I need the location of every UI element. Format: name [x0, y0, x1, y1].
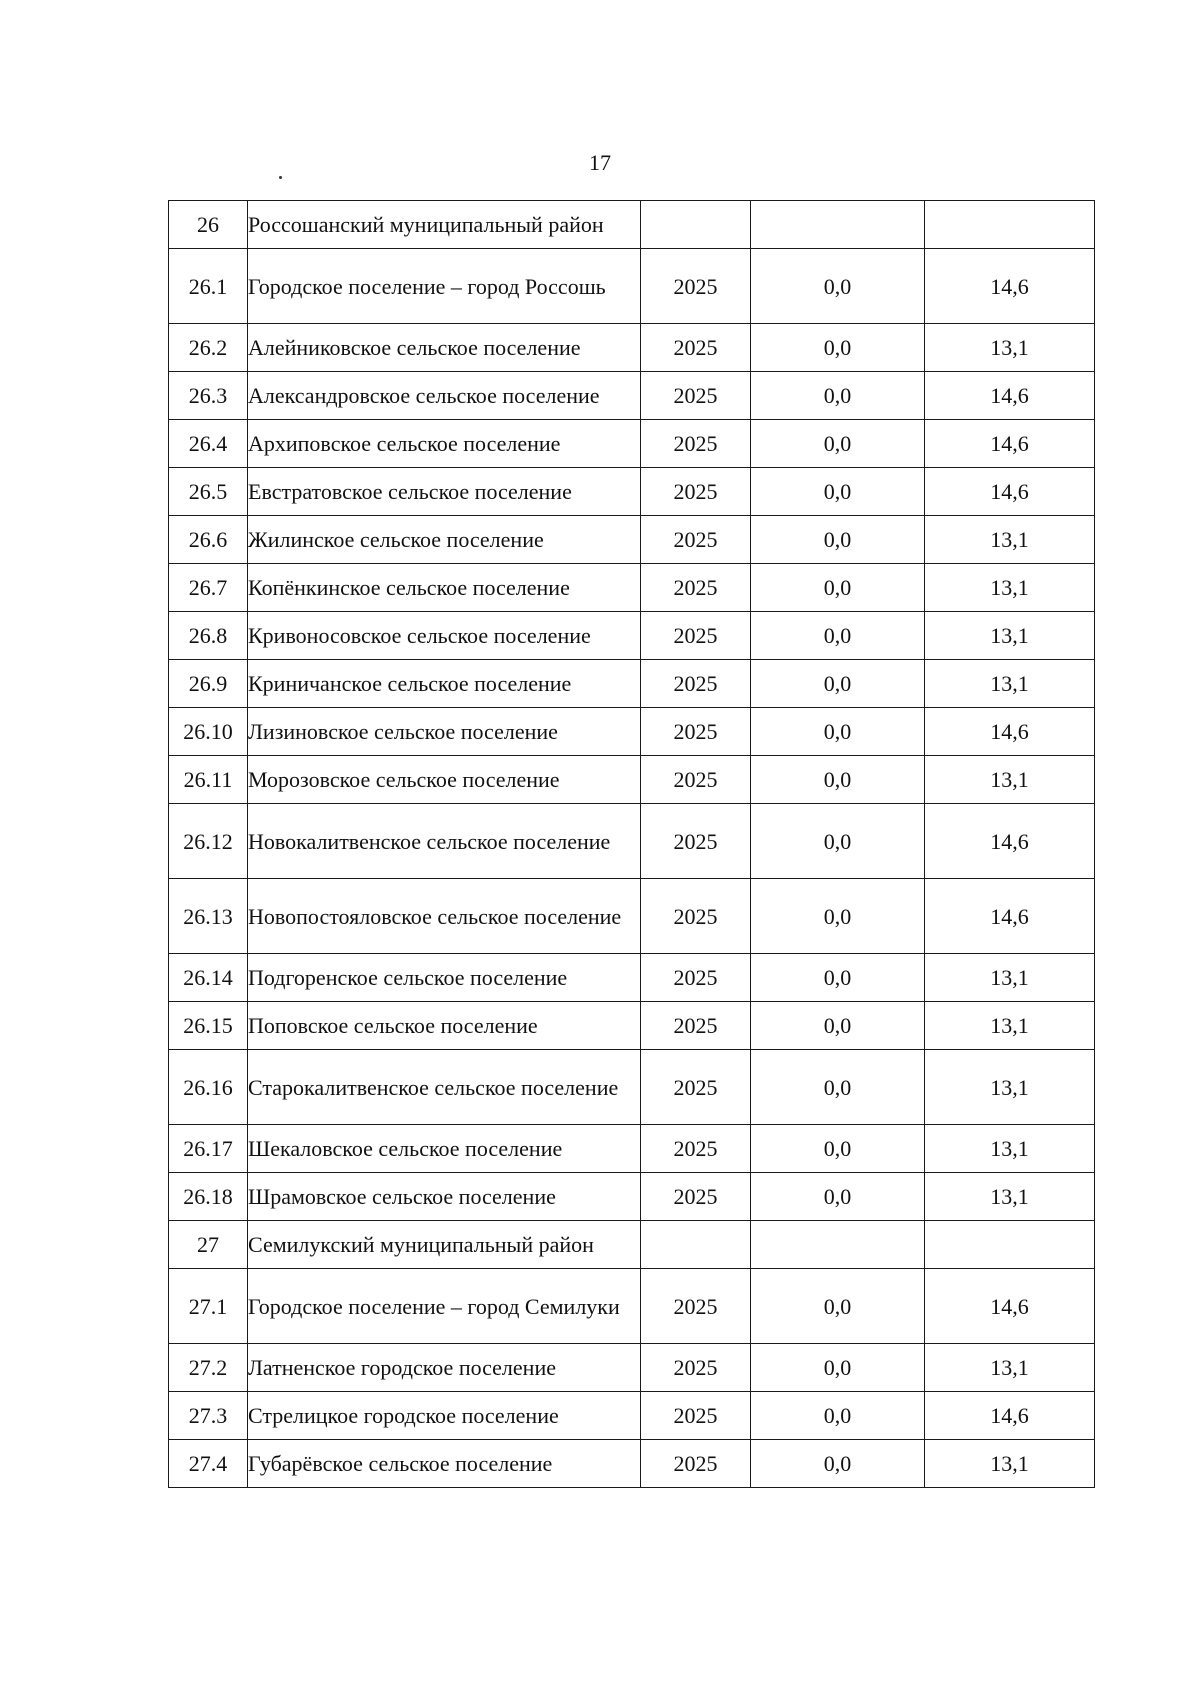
value-1-cell: 0,0 [751, 612, 925, 660]
year-cell: 2025 [641, 879, 751, 954]
row-number-cell: 26.18 [169, 1173, 248, 1221]
value-2-cell: 13,1 [925, 660, 1095, 708]
settlement-name-cell: Латненское городское поселение [248, 1344, 641, 1392]
year-cell: 2025 [641, 516, 751, 564]
value-1-cell: 0,0 [751, 1050, 925, 1125]
settlement-name-cell: Шрамовское сельское поселение [248, 1173, 641, 1221]
value-2-cell: 13,1 [925, 324, 1095, 372]
value-2-cell: 14,6 [925, 708, 1095, 756]
value-2-cell: 13,1 [925, 1050, 1095, 1125]
settlement-name-cell: Старокалитвенское сельское поселение [248, 1050, 641, 1125]
table-row [169, 249, 1095, 324]
year-cell: 2025 [641, 1269, 751, 1344]
table-row [169, 1221, 1095, 1269]
page-number: 17 [589, 150, 611, 175]
year-cell: 2025 [641, 1344, 751, 1392]
year-cell [641, 201, 751, 249]
value-1-cell [751, 201, 925, 249]
year-cell: 2025 [641, 756, 751, 804]
year-cell: 2025 [641, 324, 751, 372]
table-row [169, 1344, 1095, 1392]
value-1-cell: 0,0 [751, 804, 925, 879]
value-2-cell: 14,6 [925, 249, 1095, 324]
value-2-cell: 14,6 [925, 804, 1095, 879]
row-number-cell: 26.14 [169, 954, 248, 1002]
row-number-cell: 26.4 [169, 420, 248, 468]
value-1-cell: 0,0 [751, 1125, 925, 1173]
row-number-cell: 26.17 [169, 1125, 248, 1173]
value-1-cell: 0,0 [751, 564, 925, 612]
table-row [169, 1173, 1095, 1221]
row-number-cell: 26.13 [169, 879, 248, 954]
settlement-name-cell: Архиповское сельское поселение [248, 420, 641, 468]
value-2-cell [925, 1221, 1095, 1269]
value-1-cell: 0,0 [751, 879, 925, 954]
value-1-cell: 0,0 [751, 1173, 925, 1221]
value-1-cell: 0,0 [751, 1392, 925, 1440]
table-row [169, 879, 1095, 954]
table-row [169, 1002, 1095, 1050]
row-number-cell: 27.3 [169, 1392, 248, 1440]
settlement-name-cell: Подгоренское сельское поселение [248, 954, 641, 1002]
table-row [169, 804, 1095, 879]
value-1-cell: 0,0 [751, 249, 925, 324]
value-1-cell: 0,0 [751, 1002, 925, 1050]
settlements-table [168, 200, 1095, 1488]
year-cell: 2025 [641, 1173, 751, 1221]
year-cell: 2025 [641, 1125, 751, 1173]
value-2-cell: 13,1 [925, 756, 1095, 804]
value-2-cell: 14,6 [925, 879, 1095, 954]
value-2-cell: 14,6 [925, 372, 1095, 420]
table-row [169, 1269, 1095, 1344]
value-1-cell: 0,0 [751, 1344, 925, 1392]
settlement-name-cell: Криничанское сельское поселение [248, 660, 641, 708]
value-2-cell: 13,1 [925, 1173, 1095, 1221]
settlement-name-cell: Копёнкинское сельское поселение [248, 564, 641, 612]
value-1-cell: 0,0 [751, 372, 925, 420]
value-1-cell: 0,0 [751, 1440, 925, 1488]
year-cell: 2025 [641, 372, 751, 420]
value-1-cell [751, 1221, 925, 1269]
value-2-cell: 14,6 [925, 420, 1095, 468]
row-number-cell: 26.1 [169, 249, 248, 324]
row-number-cell: 26.7 [169, 564, 248, 612]
table-row [169, 1392, 1095, 1440]
row-number-cell: 26.11 [169, 756, 248, 804]
row-number-cell: 26.12 [169, 804, 248, 879]
table-row [169, 468, 1095, 516]
scan-speck [279, 176, 282, 179]
row-number-cell: 26.5 [169, 468, 248, 516]
value-1-cell: 0,0 [751, 516, 925, 564]
row-number-cell: 26.10 [169, 708, 248, 756]
settlement-name-cell: Александровское сельское поселение [248, 372, 641, 420]
row-number-cell: 26.6 [169, 516, 248, 564]
row-number-cell: 27.2 [169, 1344, 248, 1392]
table-body [169, 201, 1095, 1488]
row-number-cell: 26.8 [169, 612, 248, 660]
settlement-name-cell: Стрелицкое городское поселение [248, 1392, 641, 1440]
value-2-cell: 14,6 [925, 468, 1095, 516]
value-2-cell: 13,1 [925, 954, 1095, 1002]
table-row [169, 516, 1095, 564]
settlement-name-cell: Городское поселение – город Россошь [248, 249, 641, 324]
table-row [169, 1050, 1095, 1125]
value-1-cell: 0,0 [751, 756, 925, 804]
settlement-name-cell: Кривоносовское сельское поселение [248, 612, 641, 660]
value-1-cell: 0,0 [751, 660, 925, 708]
year-cell: 2025 [641, 1392, 751, 1440]
year-cell [641, 1221, 751, 1269]
settlement-name-cell: Лизиновское сельское поселение [248, 708, 641, 756]
year-cell: 2025 [641, 708, 751, 756]
settlement-name-cell: Семилукский муниципальный район [248, 1221, 641, 1269]
value-1-cell: 0,0 [751, 420, 925, 468]
settlement-name-cell: Жилинское сельское поселение [248, 516, 641, 564]
settlement-name-cell: Россошанский муниципальный район [248, 201, 641, 249]
table-row [169, 612, 1095, 660]
value-2-cell: 13,1 [925, 516, 1095, 564]
year-cell: 2025 [641, 1002, 751, 1050]
settlement-name-cell: Новопостояловское сельское поселение [248, 879, 641, 954]
settlement-name-cell: Новокалитвенское сельское поселение [248, 804, 641, 879]
row-number-cell: 26 [169, 201, 248, 249]
value-1-cell: 0,0 [751, 468, 925, 516]
value-2-cell: 13,1 [925, 1440, 1095, 1488]
value-2-cell: 13,1 [925, 1344, 1095, 1392]
value-1-cell: 0,0 [751, 324, 925, 372]
settlement-name-cell: Алейниковское сельское поселение [248, 324, 641, 372]
value-2-cell: 13,1 [925, 1002, 1095, 1050]
row-number-cell: 27.4 [169, 1440, 248, 1488]
year-cell: 2025 [641, 660, 751, 708]
table-row [169, 372, 1095, 420]
settlement-name-cell: Морозовское сельское поселение [248, 756, 641, 804]
year-cell: 2025 [641, 249, 751, 324]
table-row [169, 201, 1095, 249]
year-cell: 2025 [641, 564, 751, 612]
table-row [169, 660, 1095, 708]
table-row [169, 954, 1095, 1002]
row-number-cell: 27 [169, 1221, 248, 1269]
value-1-cell: 0,0 [751, 1269, 925, 1344]
table-row [169, 708, 1095, 756]
value-1-cell: 0,0 [751, 708, 925, 756]
settlement-name-cell: Поповское сельское поселение [248, 1002, 641, 1050]
row-number-cell: 27.1 [169, 1269, 248, 1344]
value-2-cell: 14,6 [925, 1269, 1095, 1344]
value-2-cell: 14,6 [925, 1392, 1095, 1440]
year-cell: 2025 [641, 420, 751, 468]
row-number-cell: 26.16 [169, 1050, 248, 1125]
year-cell: 2025 [641, 804, 751, 879]
settlement-name-cell: Губарёвское сельское поселение [248, 1440, 641, 1488]
year-cell: 2025 [641, 468, 751, 516]
year-cell: 2025 [641, 612, 751, 660]
value-2-cell [925, 201, 1095, 249]
table-row [169, 756, 1095, 804]
table-row [169, 420, 1095, 468]
table-row [169, 1440, 1095, 1488]
value-2-cell: 13,1 [925, 1125, 1095, 1173]
year-cell: 2025 [641, 954, 751, 1002]
year-cell: 2025 [641, 1050, 751, 1125]
year-cell: 2025 [641, 1440, 751, 1488]
row-number-cell: 26.3 [169, 372, 248, 420]
value-2-cell: 13,1 [925, 564, 1095, 612]
settlement-name-cell: Городское поселение – город Семилуки [248, 1269, 641, 1344]
row-number-cell: 26.9 [169, 660, 248, 708]
row-number-cell: 26.15 [169, 1002, 248, 1050]
settlement-name-cell: Шекаловское сельское поселение [248, 1125, 641, 1173]
value-2-cell: 13,1 [925, 612, 1095, 660]
settlement-name-cell: Евстратовское сельское поселение [248, 468, 641, 516]
value-1-cell: 0,0 [751, 954, 925, 1002]
table-row [169, 1125, 1095, 1173]
row-number-cell: 26.2 [169, 324, 248, 372]
table-row [169, 564, 1095, 612]
table-row [169, 324, 1095, 372]
